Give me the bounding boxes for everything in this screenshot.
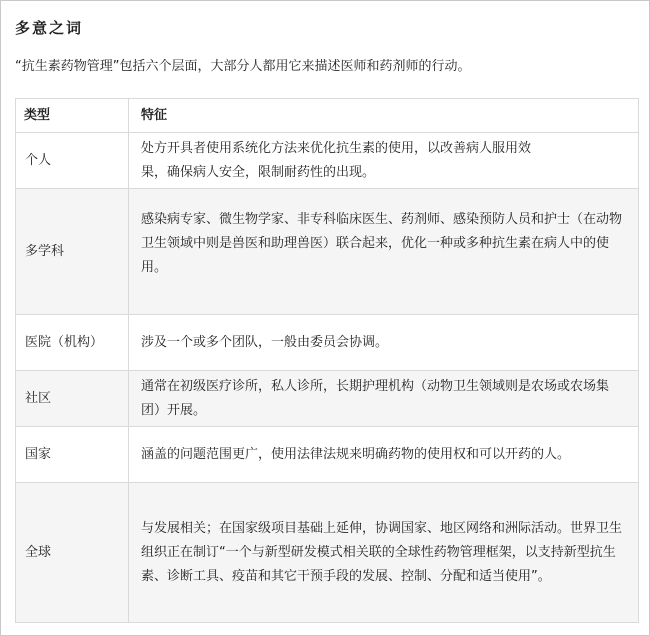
- section-heading: 多意之词: [15, 19, 84, 37]
- row-feature-global: 与发展相关；在国家级项目基础上延伸，协调国家、地区网络和洲际活动。世界卫生组织正在制订“一个与新型研发模式相关联的全球性药物管理框架，以支持新型抗生素、诊断工具、疫苗和其它干预手段的发展、控制、分配和适当使用”。: [129, 483, 639, 623]
- row-feature-national: 涵盖的问题范围更广，使用法律法规来明确药物的使用权和可以开药的人。: [129, 427, 639, 483]
- row-type-national: 国家: [16, 427, 129, 483]
- table-row: [16, 483, 639, 623]
- row-feature-individual: 处方开具者使用系统化方法来优化抗生素的使用，以改善病人服用效果，确保病人安全，限制耐药性的出现。: [129, 133, 639, 189]
- table-row: [16, 427, 639, 483]
- intro-paragraph: “抗生素药物管理”包括六个层面，大部分人都用它来描述医师和药剂师的行动。: [15, 59, 471, 74]
- row-type-community: 社区: [16, 371, 129, 427]
- row-feature-multidisciplinary: 感染病专家、微生物学家、非专科临床医生、药剂师、感染预防人员和护士（在动物卫生领域中则是兽医和助理兽医）联合起来，优化一种或多种抗生素在病人中的使用。: [129, 189, 639, 315]
- header-type: 类型: [16, 99, 129, 133]
- header-feature: 特征: [129, 99, 639, 133]
- table-row: [16, 315, 639, 371]
- row-type-global: 全球: [16, 483, 129, 623]
- table-row: [16, 133, 639, 189]
- row-type-multidisciplinary: 多学科: [16, 189, 129, 315]
- table-row: [16, 189, 639, 315]
- table-row: [16, 371, 639, 427]
- stewardship-levels-table: [15, 98, 639, 623]
- row-type-individual: 个人: [16, 133, 129, 189]
- row-type-hospital: 医院（机构）: [16, 315, 129, 371]
- row-feature-community: 通常在初级医疗诊所，私人诊所，长期护理机构（动物卫生领域则是农场或农场集团）开展。: [129, 371, 639, 427]
- row-feature-hospital: 涉及一个或多个团队，一般由委员会协调。: [129, 315, 639, 371]
- table-header-row: [16, 99, 639, 133]
